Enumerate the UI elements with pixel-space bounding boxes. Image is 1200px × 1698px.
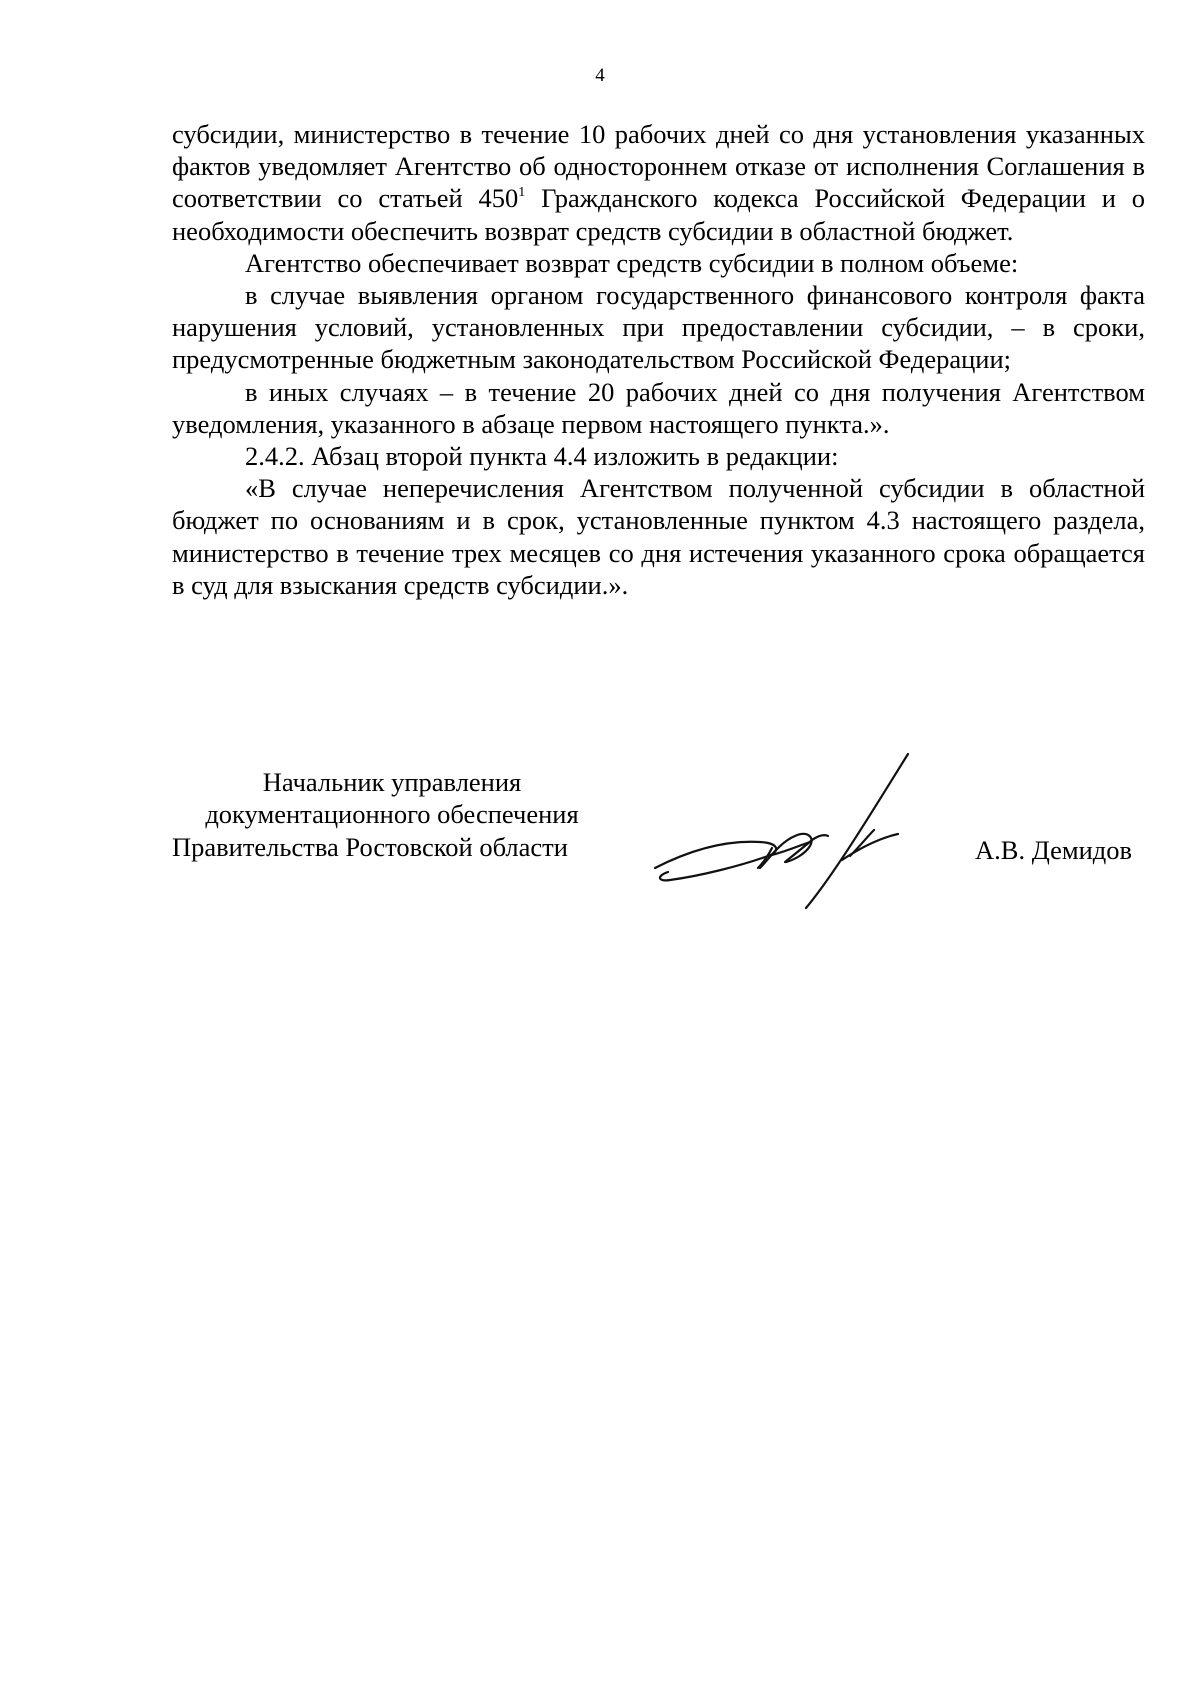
position-line-1: Начальник управления: [262, 767, 522, 797]
signatory-position: [172, 766, 612, 863]
page-number: 4: [595, 65, 605, 86]
paragraph-p3: в случае выявления органом государственного финансового контроля факта нарушения условий, установленных при предоставлении субсидии, – в сроки, предусмотренные бюджетным законодательством Российской Федерации;: [172, 280, 1145, 375]
paragraph-p1: [172, 118, 1145, 247]
signer-name: А.В. Демидов: [975, 835, 1133, 865]
paragraph-p4: в иных случаях – в течение 20 рабочих дней со дня получения Агентством уведомления, указанного в абзаце первом настоящего пункта.».: [172, 376, 1145, 439]
paragraph-p1-superscript: 1: [518, 184, 526, 200]
position-line-3: Правительства Ростовской области: [172, 831, 568, 862]
handwritten-signature-icon: [650, 750, 950, 920]
paragraph-p1-text: субсидии, министерство в течение 10 рабочих дней со дня установления указанных фактов уведомляет Агентство об одностороннем отказе от исполнения Соглашения в соответствии со статьей 450: [172, 119, 1145, 214]
document-body: [172, 118, 1145, 601]
position-line-2: документационного обеспечения: [205, 799, 579, 830]
paragraph-p6: «В случае неперечисления Агентством полученной субсидии в областной бюджет по основаниям и в срок, установленные пунктом 4.3 настоящего раздела, министерство в течение трех месяцев со дня истечения указанного срока обращается в суд для взыскания средств субсидии.».: [172, 473, 1145, 600]
paragraph-p5: 2.4.2. Абзац второй пункта 4.4 изложить в редакции:: [245, 441, 839, 472]
paragraph-p1-text-after: Гражданского кодекса Российской Федерации и о необходимости обеспечить возврат средств субсидии в областной бюджет.: [172, 183, 1145, 246]
paragraph-p2: Агентство обеспечивает возврат средств субсидии в полном объеме:: [245, 247, 1019, 278]
